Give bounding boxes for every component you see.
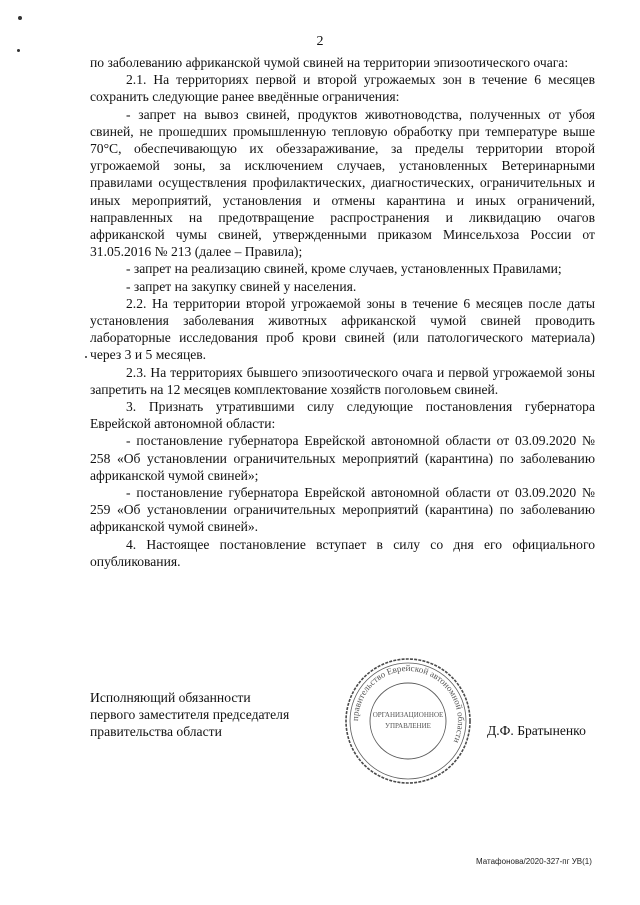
restriction-purchase-ban: - запрет на закупку свиней у населения. [126,278,357,294]
seal-outer-text-path: правительство Еврейской автономной области [349,662,467,745]
seal-outer-ring [346,659,470,783]
signatory-name: Д.Ф. Братыненко [487,723,586,738]
official-seal-stamp [343,656,473,786]
signatory-title-line: правительства области [90,724,222,740]
paragraph-2-3: 2.3. На территориях бывшего эпизоотического очага и первой угрожаемой зоны запретить на 12 месяцев комплектование хозяйств поголовьем свиней. [90,364,595,397]
repealed-decree-258: - постановление губернатора Еврейской автономной области от 03.09.2020 № 258 «Об установлении ограничительных мероприятий (карантина) по заболеванию африканской чумой свиней»; [90,433,595,483]
scan-speck [85,356,87,358]
page-number: 2 [316,34,324,49]
restriction-export-ban: - запрет на вывоз свиней, продуктов животноводства, полученных от убоя свиней, не прошедших промышленную тепловую обработку при температуре выше 70°С, обеспечивающую их обеззараживание, за пределы территории второй угрожаемой зоны, за исключением случаев, установленных Ветеринарными правилами осуществления профилактических, диагностических, ограничительных и иных мероприятий, установления и отмены карантина и иных ограничений, направленных на предотвращение распространения и ликвидацию очагов африканской чумы свиней, утвержденными приказом Минсельхоза России от 31.05.2016 № 213 (далее – Правила); [90,106,595,260]
paragraph-3: 3. Признать утратившими силу следующие постановления губернатора Еврейской автономной области: [90,399,595,432]
document-reference: Матафонова/2020-327-пг УВ(1) [476,857,592,866]
paragraph-continuation: по заболеванию африканской чумой свиней на территории эпизоотического очага: [90,55,569,70]
seal-inner-line: УПРАВЛЕНИЕ [385,722,431,730]
seal-inner-ring [370,683,446,759]
signatory-title-line: Исполняющий обязанности [90,690,251,705]
signatory-title-line: первого заместителя председателя [90,707,290,723]
signatory-title [90,689,350,741]
seal-outer-text [350,663,466,745]
paragraph-2-2: 2.2. На территории второй угрожаемой зоны в течение 6 месяцев после даты установления заболевания животных африканской чумой свиней проводить лабораторные исследования проб крови свиней (или патологического материала) через 3 и 5 месяцев. [90,295,595,363]
document-body [90,54,595,570]
scan-speck [18,16,22,20]
restriction-sale-ban: - запрет на реализацию свиней, кроме случаев, установленных Правилами; [126,261,562,277]
repealed-decree-259: - постановление губернатора Еврейской автономной области от 03.09.2020 № 259 «Об установлении ограничительных мероприятий (карантина) по заболеванию африканской чумой свиней». [90,485,595,535]
paragraph-2-1: 2.1. На территориях первой и второй угрожаемых зон в течение 6 месяцев сохранить следующие ранее введённые ограничения: [90,72,595,105]
paragraph-4: 4. Настоящее постановление вступает в силу со дня его официального опубликования. [90,536,595,569]
seal-inner-line: ОРГАНИЗАЦИОННОЕ [372,711,444,719]
